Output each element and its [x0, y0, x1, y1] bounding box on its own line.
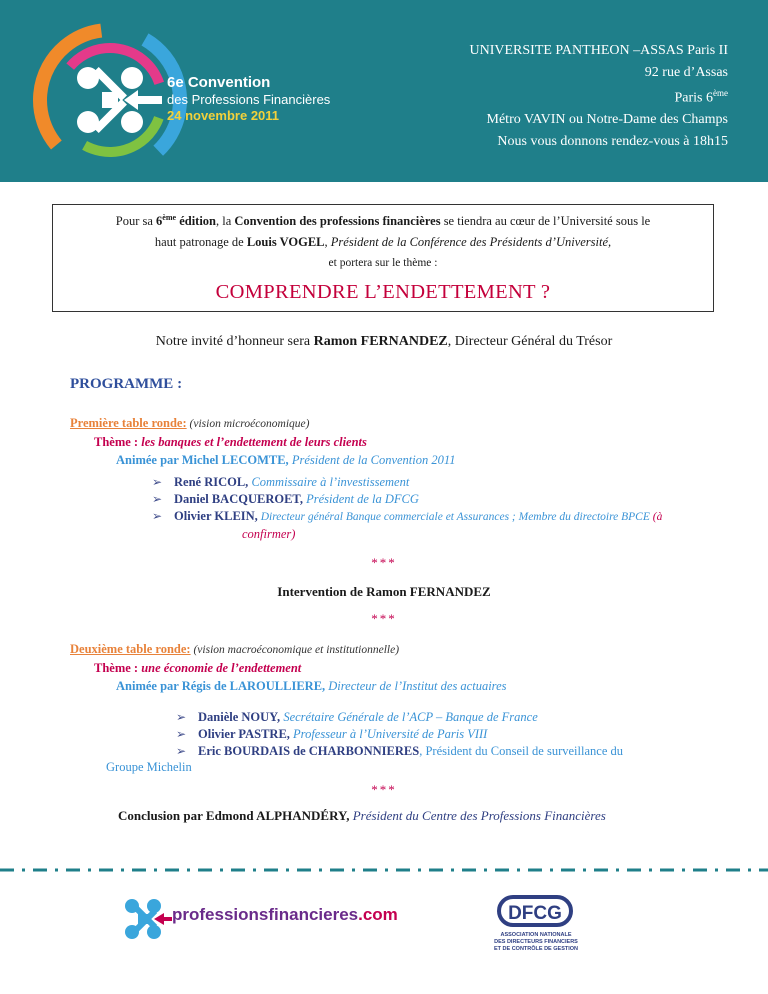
separator-stars: ***: [371, 555, 397, 570]
address-line: UNIVERSITE PANTHEON –ASSAS Paris II: [469, 43, 728, 58]
arrow-bullet-icon: ➢: [176, 727, 187, 741]
separator-stars: ***: [371, 782, 397, 797]
convention-date: 24 novembre 2011: [167, 108, 280, 123]
round1-header: Première table ronde: (vision microéconomique) Thème : les banques et l’endettement de leurs clients Animée par Michel LECOMTE, Président de la Convention 2011: [70, 416, 456, 467]
arrow-bullet-icon: ➢: [152, 509, 163, 523]
arrow-bullet-icon: ➢: [176, 710, 187, 724]
list-item: ➢ Daniel BACQUEROET, Président de la DFCG: [152, 492, 419, 506]
list-item-continuation: Groupe Michelin: [106, 760, 192, 774]
website-link[interactable]: professionsfinancieres.com: [172, 905, 398, 924]
intro-line-3: et portera sur le thème :: [328, 257, 438, 270]
list-item: ➢ Olivier PASTRE, Professeur à l’Université de Paris VIII: [176, 727, 488, 741]
dfcg-subtitle: ASSOCIATION NATIONALE DES DIRECTEURS FINANCIERS ET DE CONTRÔLE DE GESTION: [493, 932, 579, 952]
round2-header: Deuxième table ronde: (vision macroéconomique et institutionnelle) Thème : une économie de l’endettement Animée par Régis de LAROULLIERE, Directeur de l’Institut des actuaires: [70, 642, 507, 693]
list-item: ➢ Danièle NOUY, Secrétaire Générale de l’ACP – Banque de France: [176, 710, 538, 724]
intro-line-1: Pour sa 6ème édition, la Convention des professions financières se tiendra au cœur de l’Université sous le: [115, 213, 651, 229]
round1-speakers: [152, 474, 722, 543]
list-item: ➢ Olivier KLEIN, Directeur général Banque commerciale et Assurances ; Membre du directoire BPCE (à confirmer): [152, 509, 663, 541]
footer-divider: [0, 868, 768, 872]
address-line: Métro VAVIN ou Notre-Dame des Champs: [486, 112, 728, 128]
arrow-bullet-icon: ➢: [152, 475, 163, 489]
list-item: ➢ Eric BOURDAIS de CHARBONNIERES, Président du Conseil de surveillance du: [176, 744, 623, 758]
venue-address: [470, 40, 729, 152]
convention-subtitle: des Professions Financières: [167, 92, 331, 107]
intro-line-2: haut patronage de Louis VOGEL, Président de la Conférence des Présidents d’Université,: [154, 235, 612, 250]
address-line: Nous vous donnons rendez-vous à 18h15: [497, 133, 728, 149]
arrow-bullet-icon: ➢: [176, 744, 187, 758]
intro-box: [52, 204, 714, 312]
svg-text:DFCG: DFCG: [508, 903, 562, 924]
programme-heading: PROGRAMME :: [70, 376, 183, 392]
dfcg-logo-icon: [496, 894, 574, 928]
address-line: Paris 6ème: [674, 88, 728, 106]
list-item: ➢ René RICOL, Commissaire à l’investissement: [152, 475, 410, 489]
theme-title: COMPRENDRE L’ENDETTEMENT ?: [215, 281, 551, 304]
address-line: 92 rue d’Assas: [644, 64, 728, 80]
conclusion-line: Conclusion par Edmond ALPHANDÉRY, Président du Centre des Professions Financières: [118, 808, 606, 823]
guest-of-honour: Notre invité d’honneur sera Ramon FERNANDEZ, Directeur Général du Trésor: [155, 334, 613, 349]
intervention-line: Intervention de Ramon FERNANDEZ: [277, 584, 491, 599]
arrow-bullet-icon: ➢: [152, 492, 163, 506]
round2-speakers: [176, 709, 736, 760]
convention-title: 6e Convention: [167, 74, 271, 91]
header-banner: [0, 0, 768, 182]
separator-stars: ***: [371, 611, 397, 626]
